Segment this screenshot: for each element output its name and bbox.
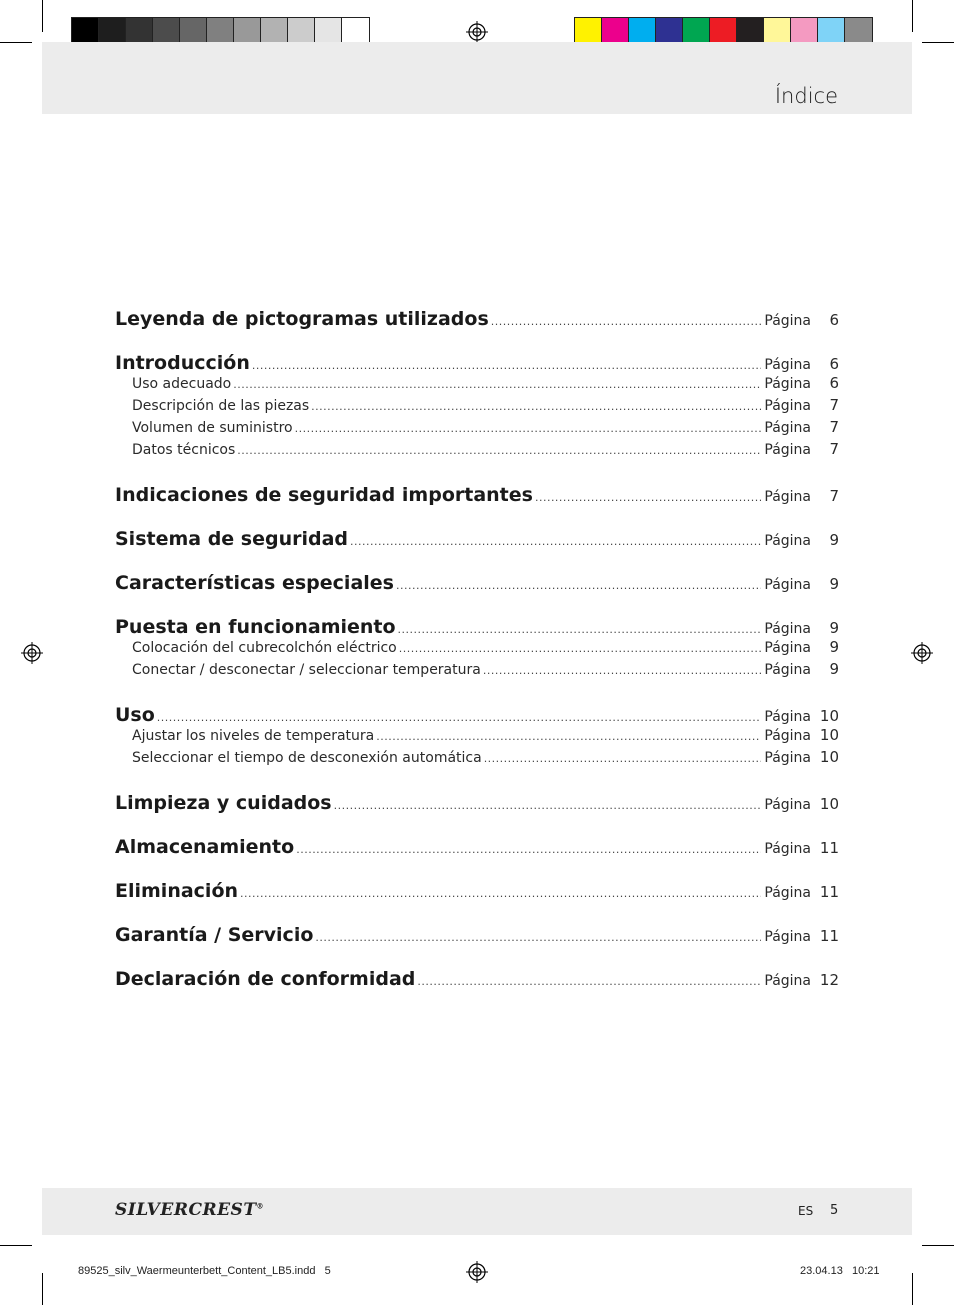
- toc-page-number: 11: [819, 839, 839, 857]
- toc-entry-label: Seleccionar el tiempo de desconexión automática: [132, 750, 482, 766]
- toc-page-number: 7: [829, 418, 839, 436]
- toc-dot-leader: [295, 422, 762, 435]
- toc-page-word: Página: [764, 420, 811, 436]
- toc-dot-leader: [296, 843, 761, 856]
- toc-entry-label: Puesta en funcionamiento: [115, 616, 396, 638]
- toc-page-number: 7: [829, 396, 839, 414]
- toc-page-number: 9: [829, 660, 839, 678]
- page-title: Índice: [774, 84, 838, 108]
- crop-mark: [0, 1245, 32, 1246]
- toc-page-number: 11: [819, 927, 839, 945]
- toc-dot-leader: [240, 887, 761, 900]
- toc-entry: [115, 836, 839, 858]
- toc-page-word: Página: [764, 973, 811, 989]
- print-slug-datetime: 23.04.13 10:21: [800, 1265, 880, 1277]
- toc-page-word: Página: [764, 533, 811, 549]
- toc-page-word: Página: [764, 357, 811, 373]
- brand-logo: SILVERCREST®: [115, 1200, 264, 1220]
- toc-dot-leader: [484, 752, 762, 765]
- toc-subentry: [115, 374, 839, 396]
- crop-mark: [922, 1245, 954, 1246]
- toc-entry: [115, 616, 839, 638]
- registration-mark-icon: [466, 1261, 488, 1283]
- toc-entry-label: Eliminación: [115, 880, 239, 902]
- toc-dot-leader: [311, 400, 761, 413]
- toc-page-word: Página: [764, 662, 811, 678]
- toc-entry-label: Uso: [115, 704, 155, 726]
- toc-page-word: Página: [764, 442, 811, 458]
- toc-dot-leader: [334, 799, 762, 812]
- crop-mark: [0, 42, 32, 43]
- toc-page-word: Página: [764, 750, 811, 766]
- toc-entry-label: Colocación del cubrecolchón eléctrico: [132, 640, 397, 656]
- toc-page-word: Página: [764, 376, 811, 392]
- toc-page-word: Página: [764, 313, 811, 329]
- toc-entry-label: Características especiales: [115, 572, 394, 594]
- toc-entry-label: Sistema de seguridad: [115, 528, 349, 550]
- toc-entry: [115, 968, 839, 990]
- crop-mark: [912, 1273, 913, 1305]
- toc-entry: [115, 308, 839, 330]
- toc-subentry: [115, 748, 839, 770]
- registration-mark-icon: [911, 642, 933, 664]
- toc-dot-leader: [315, 931, 761, 944]
- toc-dot-leader: [396, 579, 761, 592]
- toc-page-number: 9: [829, 619, 839, 637]
- toc-dot-leader: [233, 378, 761, 391]
- toc-page-number: 6: [829, 355, 839, 373]
- toc-page-word: Página: [764, 841, 811, 857]
- toc-page-number: 9: [829, 638, 839, 656]
- toc-page-word: Página: [764, 640, 811, 656]
- toc-page-number: 6: [829, 311, 839, 329]
- toc-page-word: Página: [764, 398, 811, 414]
- toc-entry-label: Limpieza y cuidados: [115, 792, 332, 814]
- toc-dot-leader: [491, 315, 762, 328]
- toc-entry: [115, 484, 839, 506]
- toc-page-number: 10: [819, 748, 839, 766]
- toc-subentry: [115, 440, 839, 462]
- crop-mark: [42, 1273, 43, 1305]
- toc-entry: [115, 924, 839, 946]
- toc-page-number: 10: [819, 726, 839, 744]
- toc-dot-leader: [398, 623, 762, 636]
- toc-subentry: [115, 396, 839, 418]
- toc-entry-label: Datos técnicos: [132, 442, 236, 458]
- toc-entry-label: Garantía / Servicio: [115, 924, 314, 946]
- crop-mark: [922, 42, 954, 43]
- toc-entry: [115, 704, 839, 726]
- page-number: 5: [830, 1203, 839, 1218]
- toc-entry-label: Volumen de suministro: [132, 420, 293, 436]
- toc-subentry: [115, 638, 839, 660]
- toc-subentry: [115, 726, 839, 748]
- toc-page-word: Página: [764, 489, 811, 505]
- toc-dot-leader: [157, 711, 762, 724]
- toc-entry-label: Conectar / desconectar / seleccionar temperatura: [132, 662, 481, 678]
- language-code: ES: [798, 1204, 814, 1218]
- toc-page-number: 11: [819, 883, 839, 901]
- toc-entry: [115, 352, 839, 374]
- toc-page-word: Página: [764, 885, 811, 901]
- registration-mark-icon: [21, 642, 43, 664]
- toc-page-number: 7: [829, 487, 839, 505]
- toc-entry: [115, 880, 839, 902]
- toc-page-number: 12: [819, 971, 839, 989]
- toc-entry-label: Uso adecuado: [132, 376, 232, 392]
- crop-mark: [42, 0, 43, 32]
- toc-dot-leader: [399, 642, 762, 655]
- toc-page-number: 7: [829, 440, 839, 458]
- toc-entry-label: Indicaciones de seguridad importantes: [115, 484, 533, 506]
- toc-dot-leader: [417, 975, 761, 988]
- print-slug-filename: 89525_silv_Waermeunterbett_Content_LB5.indd 5: [78, 1265, 331, 1277]
- toc-dot-leader: [237, 444, 761, 457]
- toc-entry-label: Almacenamiento: [115, 836, 295, 858]
- toc-entry: [115, 528, 839, 550]
- toc-entry-label: Leyenda de pictogramas utilizados: [115, 308, 489, 330]
- toc-subentry: [115, 660, 839, 682]
- toc-entry-label: Ajustar los niveles de temperatura: [132, 728, 375, 744]
- toc-entry: [115, 572, 839, 594]
- toc-page-number: 10: [819, 795, 839, 813]
- toc-entry-label: Declaración de conformidad: [115, 968, 416, 990]
- crop-mark: [912, 0, 913, 32]
- toc-entry: [115, 792, 839, 814]
- toc-page-number: 10: [819, 707, 839, 725]
- registration-mark-icon: [466, 21, 488, 43]
- toc-dot-leader: [376, 730, 761, 743]
- toc-page-number: 9: [829, 531, 839, 549]
- toc-page-word: Página: [764, 797, 811, 813]
- toc-page-word: Página: [764, 621, 811, 637]
- toc-subentry: [115, 418, 839, 440]
- toc-page-word: Página: [764, 929, 811, 945]
- toc-entry-label: Introducción: [115, 352, 250, 374]
- toc-dot-leader: [483, 664, 762, 677]
- toc-page-number: 6: [829, 374, 839, 392]
- toc-page-word: Página: [764, 728, 811, 744]
- toc-entry-label: Descripción de las piezas: [132, 398, 310, 414]
- toc-dot-leader: [535, 491, 761, 504]
- toc-page-word: Página: [764, 577, 811, 593]
- toc-page-number: 9: [829, 575, 839, 593]
- table-of-contents: [115, 308, 839, 990]
- toc-page-word: Página: [764, 709, 811, 725]
- toc-dot-leader: [350, 535, 761, 548]
- toc-dot-leader: [252, 359, 762, 372]
